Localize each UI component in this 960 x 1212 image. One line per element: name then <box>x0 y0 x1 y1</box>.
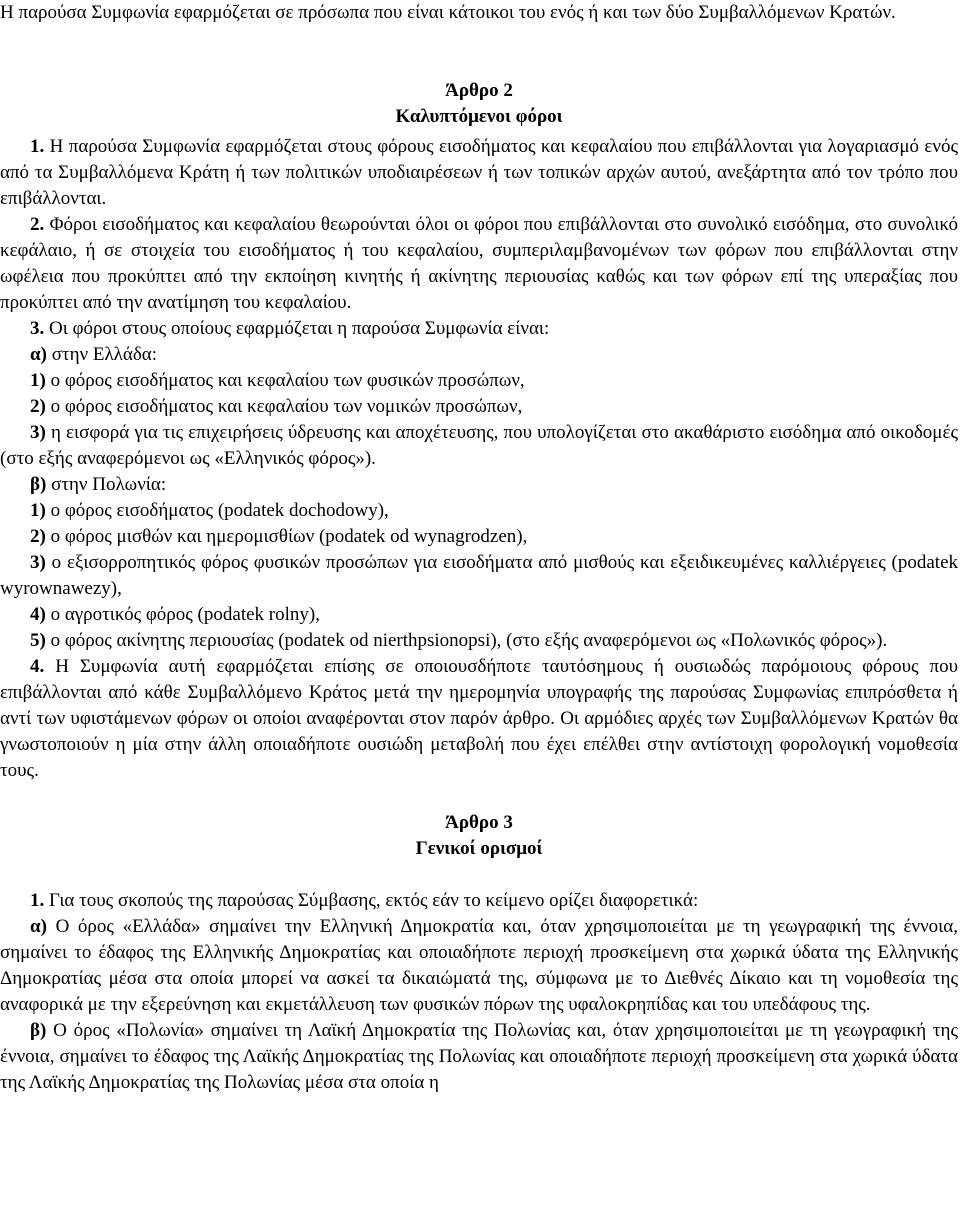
list-item <box>0 394 958 420</box>
subsection-label: α) <box>30 916 47 937</box>
article2-subsection-b <box>0 472 958 498</box>
item-text: η εισφορά για τις επιχειρήσεις ύδρευσης και αποχέτευσης, που υπολογίζεται στο ακαθάριστο εισόδημα από οικοδομές (στο εξής αναφερόμενοι ως «Ελληνικός φόρος»). <box>0 422 958 469</box>
paragraph-text: Η παρούσα Συμφωνία εφαρμόζεται στους φόρους εισοδήματος και κεφαλαίου που επιβάλλονται για λογαριασμό ενός από τα Συμβαλλόμενα Κράτη ή των πολιτικών υποδιαιρέσεων ή των τοπικών αρχών αυτού, ανεξάρτητα από τον τρόπο που επιβάλλονται. <box>0 136 959 209</box>
list-item <box>0 368 958 394</box>
subsection-label: α) <box>30 344 47 365</box>
item-text: ο εξισορροπητικός φόρος φυσικών προσώπων για εισοδήματα από μισθούς και εξειδικευμένες καλλιέργειες (podatek wyrownawezy), <box>0 552 959 599</box>
intro-text: Η παρούσα Συμφωνία εφαρμόζεται σε πρόσωπα που είναι κάτοικοι του ενός ή και των δύο Συμβαλλόμενων Κρατών. <box>0 2 896 23</box>
list-item <box>0 524 958 550</box>
paragraph-number: 1. <box>30 890 45 911</box>
item-number: 2) <box>30 396 46 417</box>
article2-subsection-a <box>0 342 958 368</box>
paragraph-text: Η Συμφωνία αυτή εφαρμόζεται επίσης σε οποιουσδήποτε ταυτόσημους ή ουσιωδώς παρόμοιους φόρους που επιβάλλονται από κάθε Συμβαλλόμενο Κράτος μετά την ημερομηνία υπογραφής της παρούσας Συμφωνίας επιπρόσθετα ή αντί των υφιστάμενων φόρων οι οποίοι αναφέρονται στον παρόν άρθρο. Οι αρμόδιες αρχές των Συμβαλλόμενων Κρατών θα γνωστοποιούν η μία στην άλλη οποιαδήποτε ουσιώδη μεταβολή που έχει επέλθει στην αντίστοιχη φορολογική νομοθεσία τους. <box>0 656 958 781</box>
article3-subsection-b <box>0 1018 958 1096</box>
article2-number: Άρθρο 2 <box>445 80 513 101</box>
intro-paragraph <box>0 0 958 26</box>
item-text: ο φόρος ακίνητης περιουσίας (podatek od nierthpsionopsi), (στο εξής αναφερόμενοι ως «Πολωνικός φόρος»). <box>50 630 888 651</box>
item-number: 3) <box>30 552 46 573</box>
item-text: ο αγροτικός φόρος (podatek rolny), <box>50 604 320 625</box>
paragraph-text: Φόροι εισοδήματος και κεφαλαίου θεωρούνται όλοι οι φόροι που επιβάλλονται στο συνολικό εισόδημα, στο συνολικό κεφάλαιο, ή σε στοιχεία του εισοδήματος ή του κεφαλαίου, συμπεριλαμβανομένων των φόρων που επιβάλλονται στην ωφέλεια που προκύπτει από την εκποίηση κινητής ή ακίνητης περιουσίας καθώς και των φόρων επί της υπεραξίας που προκύπτει από την ανατίμηση του κεφαλαίου. <box>0 214 959 313</box>
subsection-text: στην Ελλάδα: <box>51 344 158 365</box>
subsection-label: β) <box>30 474 47 495</box>
article3-number: Άρθρο 3 <box>445 812 513 833</box>
spacer <box>0 784 958 810</box>
list-item <box>0 628 958 654</box>
article2-paragraph-2 <box>0 212 958 316</box>
article2-paragraph-3 <box>0 316 958 342</box>
item-number: 4) <box>30 604 46 625</box>
item-text: ο φόρος εισοδήματος και κεφαλαίου των νομικών προσώπων, <box>50 396 523 417</box>
paragraph-number: 1. <box>30 136 45 157</box>
item-number: 1) <box>30 500 46 521</box>
article2-paragraph-4 <box>0 654 958 784</box>
paragraph-number: 4. <box>30 656 45 677</box>
item-number: 5) <box>30 630 46 651</box>
list-item <box>0 550 958 602</box>
spacer <box>0 26 958 78</box>
item-number: 3) <box>30 422 46 443</box>
item-number: 1) <box>30 370 46 391</box>
subsection-text: στην Πολωνία: <box>51 474 167 495</box>
item-text: ο φόρος εισοδήματος (podatek dochodowy), <box>50 500 389 521</box>
paragraph-text: Για τους σκοπούς της παρούσας Σύμβασης, εκτός εάν το κείμενο ορίζει διαφορετικά: <box>49 890 699 911</box>
paragraph-text: Οι φόροι στους οποίους εφαρμόζεται η παρούσα Συμφωνία είναι: <box>49 318 550 339</box>
subsection-label: β) <box>30 1020 47 1041</box>
article3-paragraph-1 <box>0 888 958 914</box>
list-item <box>0 498 958 524</box>
list-item <box>0 602 958 628</box>
item-text: ο φόρος μισθών και ημερομισθίων (podatek od wynagrodzen), <box>50 526 528 547</box>
paragraph-number: 2. <box>30 214 45 235</box>
subsection-text: Ο όρος «Ελλάδα» σημαίνει την Ελληνική Δημοκρατία και, όταν χρησιμοποιείται με τη γεωγραφική της έννοια, σημαίνει το έδαφος της Ελληνικής Δημοκρατίας και οποιαδήποτε περιοχή προσκείμενη στα χωρικά ύδατα της Ελληνικής Δημοκρατίας μέσα στα οποία μπορεί να ασκεί τα δικαιώματά της, σύμφωνα με το Διεθνές Δίκαιο και τη νομοθεσία της αναφορικά με την εξερεύνηση και εκμετάλλευση των φυσικών πόρων της υφαλοκρηπίδας και του υπεδάφους της. <box>0 916 958 1015</box>
article3-title: Γενικοί ορισμοί <box>415 838 543 859</box>
paragraph-number: 3. <box>30 318 45 339</box>
article2-paragraph-1 <box>0 134 958 212</box>
article3-subsection-a <box>0 914 958 1018</box>
item-text: ο φόρος εισοδήματος και κεφαλαίου των φυσικών προσώπων, <box>50 370 525 391</box>
item-number: 2) <box>30 526 46 547</box>
list-item <box>0 420 958 472</box>
subsection-text: Ο όρος «Πολωνία» σημαίνει τη Λαϊκή Δημοκρατία της Πολωνίας και, όταν χρησιμοποιείται με τη γεωγραφική της έννοια, σημαίνει το έδαφος της Λαϊκής Δημοκρατίας της Πολωνίας και οποιαδήποτε περιοχή προσκείμενη στα χωρικά ύδατα της Λαϊκής Δημοκρατίας της Πολωνίας μέσα στα οποία η <box>0 1020 959 1093</box>
article2-title: Καλυπτόμενοι φόροι <box>395 106 563 127</box>
